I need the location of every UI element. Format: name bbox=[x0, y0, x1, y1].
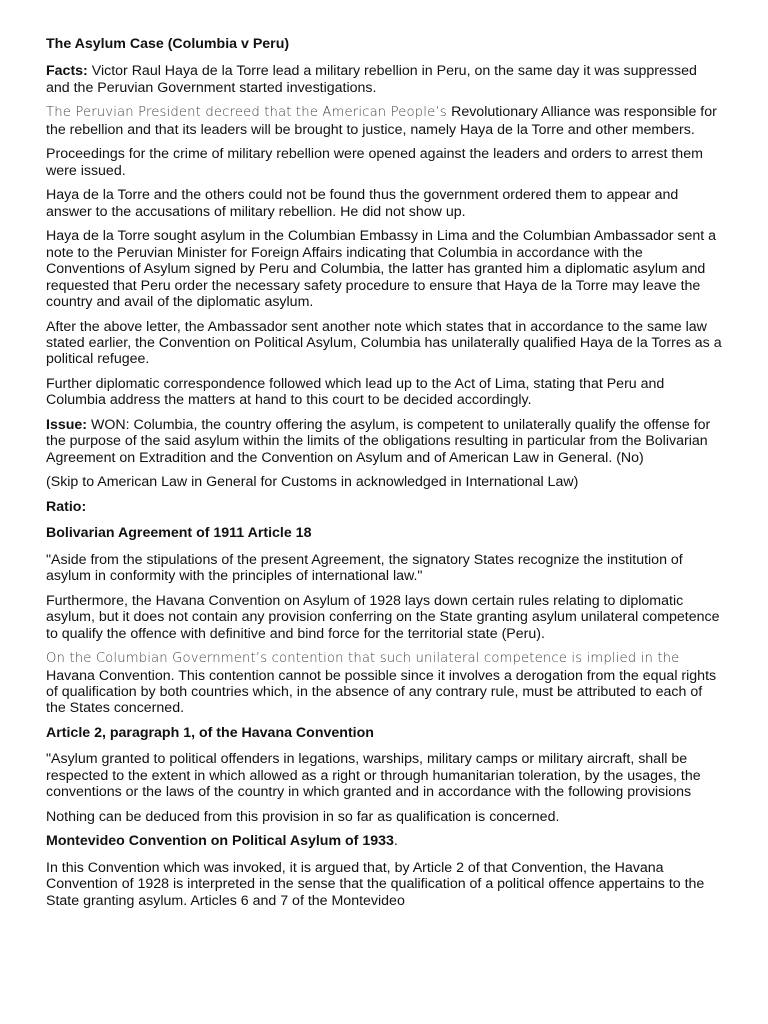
document-page bbox=[46, 36, 722, 917]
contention-thin-text: On the Columbian Government’s contention that such unilateral competence is implied in the bbox=[46, 651, 680, 667]
ambassador-note-paragraph: After the above letter, the Ambassador sent another note which states that in accordance to the same law stated earlier, the Convention on Political Asylum, Columbia has unilaterally qualified Haya de la Torres as a political refugee. bbox=[46, 318, 722, 368]
montevideo-heading-line bbox=[46, 833, 722, 849]
issue-paragraph bbox=[46, 417, 722, 466]
ratio-heading: Ratio: bbox=[46, 499, 87, 516]
havana-convention-paragraph: Furthermore, the Havana Convention on Asylum of 1928 lays down certain rules relating to diplomatic asylum, but it does not contain any provision conferring on the State granting asylum unilateral competence to qualify the offence with definitive and bind force for the territorial state (Peru). bbox=[46, 592, 720, 642]
issue-label: Issue: bbox=[46, 417, 88, 434]
president-decree-text: Revolutionary Alliance was responsible for the rebellion and that its leaders will be brought to justice, namely Haya de la Torre and other members. bbox=[46, 104, 717, 138]
montevideo-paragraph: In this Convention which was invoked, it is argued that, by Article 2 of that Convention, the Havana Convention of 1928 is interpreted in the sense that the qualification of a political offence appertains to the State granting asylum. Articles 6 and 7 of the Montevideo bbox=[46, 859, 705, 909]
facts-label: Facts: bbox=[46, 63, 88, 80]
president-decree-thin-text: The Peruvian President decreed that the American People’s bbox=[46, 105, 452, 121]
montevideo-heading-period: . bbox=[393, 833, 398, 850]
facts-text: Victor Raul Haya de la Torre lead a military rebellion in Peru, on the same day it was suppressed and the Peruvian Government started investigations. bbox=[46, 63, 697, 96]
deduced-paragraph: Nothing can be deduced from this provision in so far as qualification is concerned. bbox=[46, 808, 560, 825]
asylum-sought-paragraph: Haya de la Torre sought asylum in the Columbian Embassy in Lima and the Columbian Ambassador sent a note to the Peruvian Minister for Foreign Affairs indicating that Columbia in accordance with the Conventions of Asylum signed by Peru and Columbia, the latter has granted him a diplomatic asylum and requested that Peru order the necessary safety procedure to ensure that Haya de la Torre may leave the country and avail of the diplomatic asylum. bbox=[46, 228, 717, 311]
act-of-lima-paragraph: Further diplomatic correspondence followed which lead up to the Act of Lima, stating that Peru and Columbia address the matters at hand to this court to be decided accordingly. bbox=[46, 376, 665, 409]
torre-not-found-paragraph: Haya de la Torre and the others could not be found thus the government ordered them to appear and answer to the accusations of military rebellion. He did not show up. bbox=[46, 187, 679, 220]
facts-paragraph bbox=[46, 63, 722, 96]
president-decree-paragraph bbox=[46, 104, 722, 138]
skip-note: (Skip to American Law in General for Customs in acknowledged in International Law) bbox=[46, 474, 579, 491]
montevideo-heading: Montevideo Convention on Political Asylum of 1933 bbox=[46, 833, 394, 850]
bolivarian-quote: "Aside from the stipulations of the present Agreement, the signatory States recognize the institution of asylum in conformity with the principles of international law." bbox=[46, 551, 683, 585]
proceedings-paragraph: Proceedings for the crime of military rebellion were opened against the leaders and orders to arrest them were issued. bbox=[46, 146, 703, 179]
contention-text: Havana Convention. This contention cannot be possible since it involves a derogation from the equal rights of qualification by both countries which, in the absence of any contrary rule, must be attributed to each of the States concerned. bbox=[46, 667, 717, 717]
article2-heading: Article 2, paragraph 1, of the Havana Convention bbox=[46, 725, 374, 742]
article2-quote: "Asylum granted to political offenders in legations, warships, military camps or military aircraft, shall be respected to the extent in which allowed as a right or through humanitarian toleration, by the usages, the conventions or the laws of the country in which granted and in accordance with the following provisions bbox=[46, 751, 701, 801]
contention-paragraph bbox=[46, 650, 722, 717]
issue-text: WON: Columbia, the country offering the asylum, is competent to unilaterally qualify the offense for the purpose of the said asylum within the limits of the obligations resulting in particular from the Bolivarian Agreement on Extradition and the Convention on Asylum and of American Law in General. (No) bbox=[46, 417, 711, 466]
document-title: The Asylum Case (Columbia v Peru) bbox=[46, 36, 290, 52]
bolivarian-heading: Bolivarian Agreement of 1911 Article 18 bbox=[46, 525, 312, 542]
